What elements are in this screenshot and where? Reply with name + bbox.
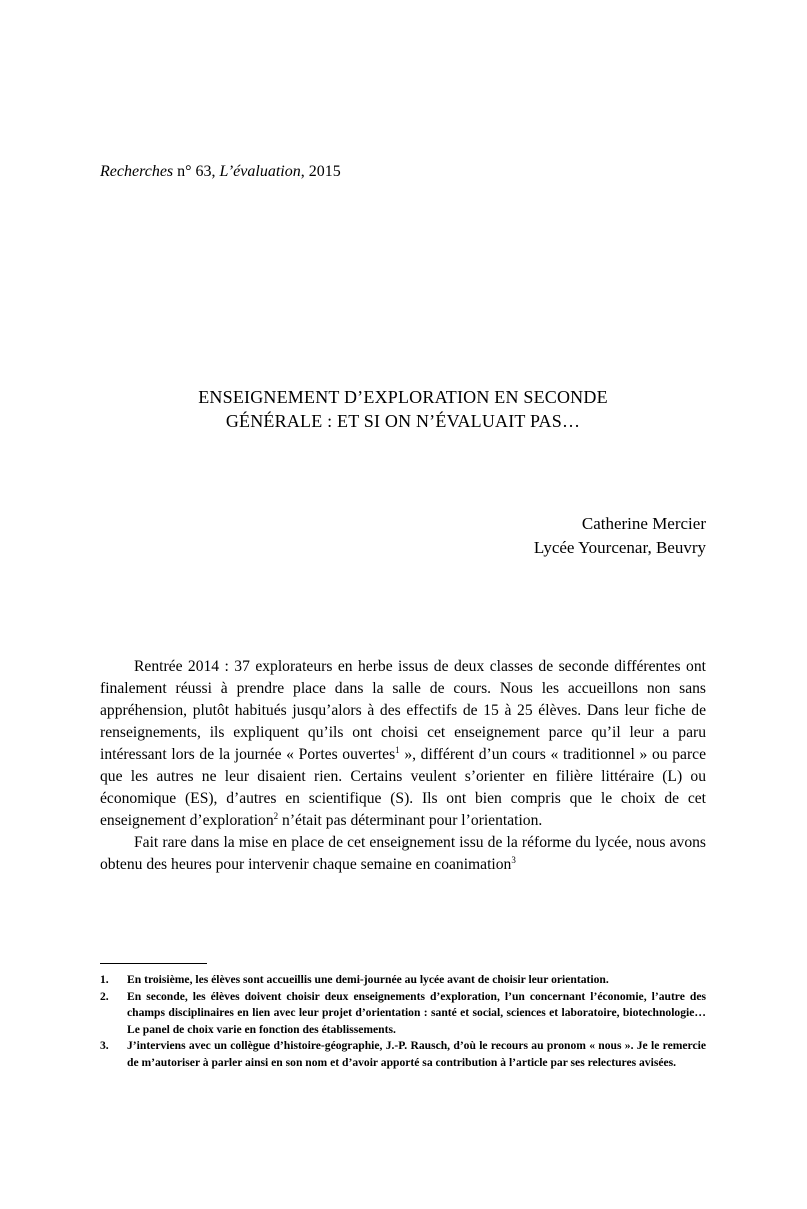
author-name: Catherine Mercier <box>581 514 706 533</box>
issue-title: L’évaluation <box>219 163 301 180</box>
body-text <box>100 656 706 876</box>
footnote-text: En seconde, les élèves doivent choisir deux enseignements d’exploration, l’un concernant l’économie, l’autre des champs disciplinaires en lien avec leur projet d’orientation : santé et social, sciences et laboratoire, biotechnologie… Le panel de choix varie en fonction des établissements. <box>127 989 706 1036</box>
paragraph-2 <box>100 832 706 876</box>
article-title-line-2: GÉNÉRALE : ET SI ON N’ÉVALUAIT PAS… <box>225 411 581 431</box>
footnote-divider <box>100 963 207 964</box>
footnote-1 <box>100 972 706 989</box>
footnote-ref-1[interactable]: 1 <box>395 744 400 755</box>
footnote-3 <box>100 1038 706 1071</box>
journal-number: n° 63, <box>173 163 220 180</box>
footnote-ref-3[interactable]: 3 <box>511 854 516 865</box>
footnotes <box>100 972 706 1071</box>
paragraph-1-text-a: Rentrée 2014 : 37 explorateurs en herbe issus de deux classes de seconde différentes ont finalement réussi à prendre place dans la salle de cours. Nous les accueillons non sans appréhension, plutôt habitués jusqu’alors à des effectifs de 15 à 25 élèves. Dans leur fiche de renseignements, ils expliquent qu’ils ont choisi cet enseignement parce qu’il leur a paru intéressant lors de la journée « Portes ouvertes <box>100 658 706 763</box>
journal-name: Recherches <box>100 163 174 180</box>
paragraph-1-text-b: », différent d’un cours « traditionnel » ou parce que les autres ne leur disaient rien. Certains veulent s’orienter en filière littéraire (L) ou économique (ES), d’autres en scientifique (S). Ils ont bien compris que le choix de cet enseignement d’exploration <box>100 746 706 829</box>
running-head <box>100 163 341 181</box>
journal-year: , 2015 <box>300 163 341 180</box>
paragraph-2-text-a: Fait rare dans la mise en place de cet enseignement issu de la réforme du lycée, nous avons obtenu des heures pour intervenir chaque semaine en coanimation <box>100 834 706 873</box>
footnote-2 <box>100 989 706 1039</box>
paragraph-1-text-c: n’était pas déterminant pour l’orientation. <box>278 812 543 829</box>
footnote-number: 1. <box>100 973 109 986</box>
footnote-text: En troisième, les élèves sont accueillis une demi-journée au lycée avant de choisir leur orientation. <box>127 973 609 986</box>
article-title-line-1: ENSEIGNEMENT D’EXPLORATION EN SECONDE <box>198 387 608 407</box>
footnote-ref-2[interactable]: 2 <box>273 810 279 821</box>
footnote-text: J’interviens avec un collègue d’histoire-géographie, J.-P. Rausch, d’où le recours au pronom « nous ». Je le remercie de m’autoriser à parler ainsi en son nom et d’avoir apporté sa contribution à l’article par ses relectures avisées. <box>127 1039 706 1069</box>
author-affiliation: Lycée Yourcenar, Beuvry <box>533 538 706 557</box>
footnote-number: 3. <box>100 1039 109 1052</box>
article-title <box>100 385 706 433</box>
footnote-number: 2. <box>100 989 109 1003</box>
author-block <box>534 512 706 560</box>
paragraph-1 <box>100 656 706 832</box>
